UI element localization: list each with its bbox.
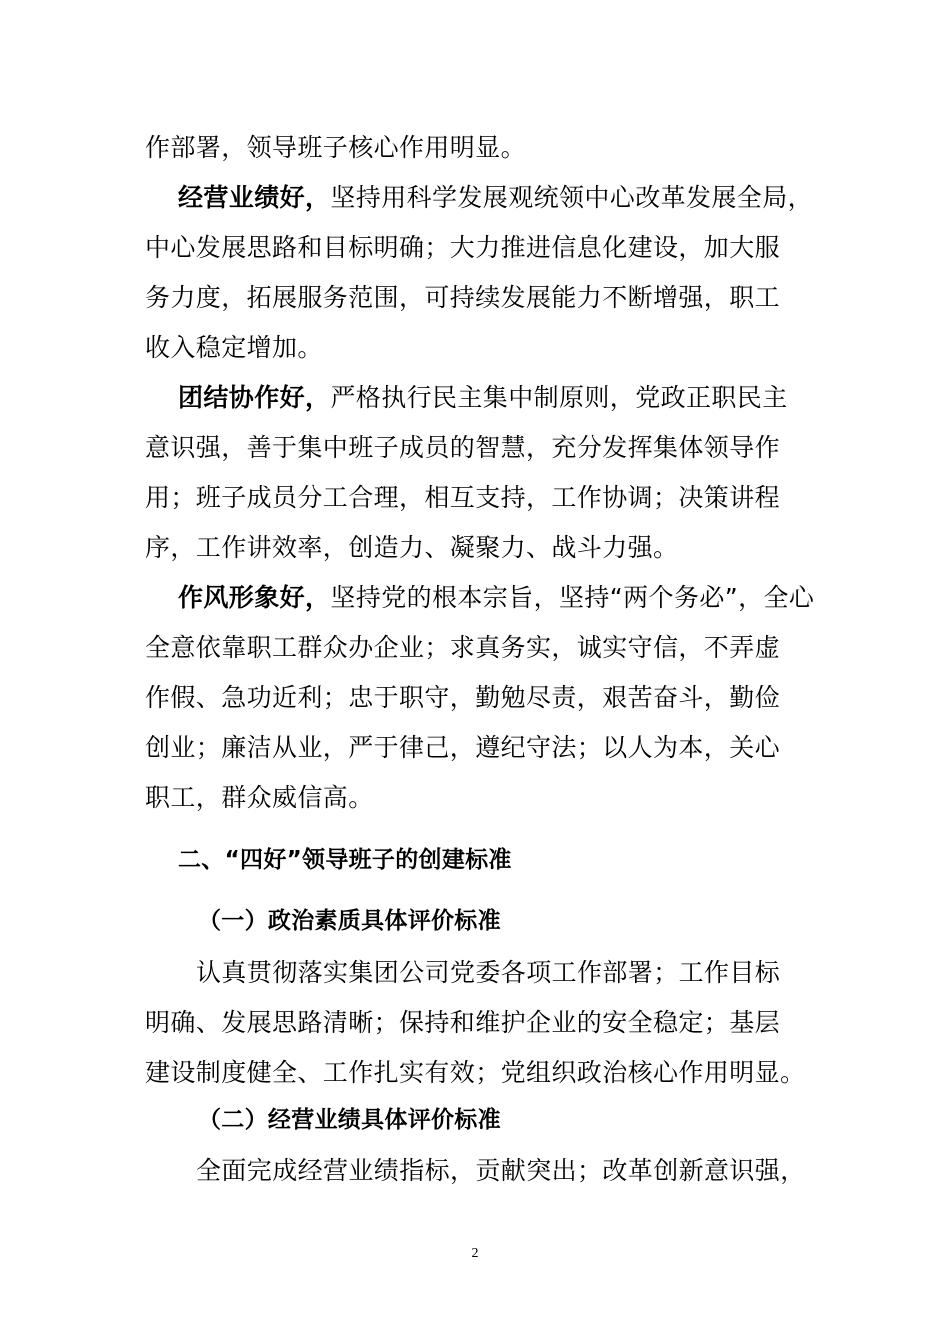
paragraph-style-first-line [178, 582, 814, 614]
paragraph-line: 务力度，拓展服务范围，可持续发展能力不断增强，职工 [145, 283, 781, 312]
paragraph-line: 创业；廉洁从业，严于律己，遵纪守法；以人为本，关心 [145, 733, 781, 762]
paragraph-line: 全意依靠职工群众办企业；求真务实，诚实守信，不弄虚 [145, 633, 781, 662]
paragraph-line: 建设制度健全、工作扎实有效；党组织政治核心作用明显。 [145, 1058, 806, 1087]
paragraph-lead-style: 作风形象好， [178, 583, 331, 612]
paragraph-text: 坚持党的根本宗旨，坚持“两个务必”，全心 [330, 583, 815, 612]
paragraph-line: 认真贯彻落实集团公司党委各项工作部署；工作目标 [196, 958, 781, 987]
paragraph-lead-business: 经营业绩好， [178, 183, 331, 212]
paragraph-line: 用；班子成员分工合理，相互支持，工作协调；决策讲程 [145, 483, 781, 512]
page-number: 2 [471, 1246, 479, 1261]
paragraph-line: 序，工作讲效率，创造力、凝聚力、战斗力强。 [145, 533, 679, 562]
paragraph-line: 收入稳定增加。 [145, 333, 323, 362]
paragraph-line: 中心发展思路和目标明确；大力推进信息化建设，加大服 [145, 233, 781, 262]
paragraph-business-first-line [178, 182, 813, 214]
section-heading: 二、“四好”领导班子的创建标准 [178, 847, 512, 873]
paragraph-line: 全面完成经营业绩指标，贡献突出；改革创新意识强， [196, 1156, 806, 1185]
subsection-heading-business: （二）经营业绩具体评价标准 [198, 1107, 501, 1133]
subsection-heading-political: （一）政治素质具体评价标准 [198, 908, 501, 934]
paragraph-lead-unity: 团结协作好， [178, 383, 331, 412]
paragraph-line: 作假、急功近利；忠于职守，勤勉尽责，艰苦奋斗，勤俭 [145, 683, 781, 712]
paragraph-line: 明确、发展思路清晰；保持和维护企业的安全稳定；基层 [145, 1008, 781, 1037]
paragraph-text: 严格执行民主集中制原则，党政正职民主 [330, 383, 788, 412]
paragraph-line: 职工，群众威信高。 [145, 783, 374, 812]
paragraph-continuation: 作部署，领导班子核心作用明显。 [145, 133, 527, 162]
paragraph-unity-first-line [178, 382, 788, 414]
paragraph-line: 意识强，善于集中班子成员的智慧，充分发挥集体领导作 [145, 433, 781, 462]
paragraph-text: 坚持用科学发展观统领中心改革发展全局， [330, 183, 814, 212]
